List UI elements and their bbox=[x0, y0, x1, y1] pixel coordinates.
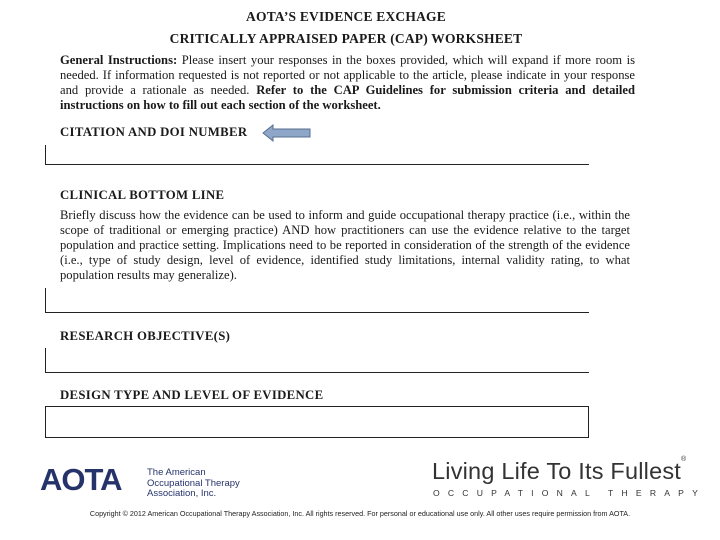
registered-mark: ® bbox=[681, 456, 687, 463]
worksheet-title-line1: AOTA’S EVIDENCE EXCHAGE bbox=[246, 9, 446, 24]
citation-input[interactable] bbox=[45, 145, 589, 165]
instructions-text: Please insert your responses in the boxes provided, which will expand if more room is needed. If information requested is not reported or not applicable to the article, please indicate in your response and provide a rationale as needed. bbox=[60, 53, 635, 97]
research-objectives-heading: RESEARCH OBJECTIVE(S) bbox=[60, 329, 231, 343]
design-type-heading: DESIGN TYPE AND LEVEL OF EVIDENCE bbox=[60, 388, 324, 402]
general-instructions bbox=[60, 53, 635, 113]
occupational-therapy-label: OCCUPATIONAL THERAPY bbox=[433, 488, 707, 498]
clinical-bottom-line-description: Briefly discuss how the evidence can be used to inform and guide occupational therapy practice (i.e., within the scope of traditional or emerging practice) AND how practitioners can use the evidence relative to the target population and practice setting. Implications need to be reported in consideration of the strength of the evidence (i.e., type of study design, level of evidence, identified study limitations, internal validity rating, to what population results may generalize). bbox=[60, 208, 630, 282]
design-type-input[interactable] bbox=[45, 406, 589, 438]
aota-logo bbox=[40, 462, 250, 504]
left-arrow-icon bbox=[262, 124, 312, 142]
worksheet-title-line2: CRITICALLY APPRAISED PAPER (CAP) WORKSHEET bbox=[169, 31, 523, 46]
research-objectives-input[interactable] bbox=[45, 348, 589, 373]
clinical-bottom-line-input[interactable] bbox=[45, 288, 589, 313]
tagline-text: Living Life To Its Fullest bbox=[432, 458, 682, 484]
citation-heading: CITATION AND DOI NUMBER bbox=[60, 125, 248, 139]
instructions-label: General Instructions: bbox=[60, 53, 178, 67]
aota-organization-name: The American Occupational Therapy Association, Inc. bbox=[147, 467, 240, 499]
clinical-bottom-line-heading: CLINICAL BOTTOM LINE bbox=[60, 188, 225, 202]
tagline bbox=[432, 458, 686, 485]
aota-wordmark: AOTA bbox=[40, 462, 122, 497]
copyright-notice: Copyright © 2012 American Occupational Therapy Association, Inc. All rights reserved. For personal or educational use only. All other uses require permission from AOTA. bbox=[89, 509, 631, 518]
instructions-bold-text: Refer to the CAP Guidelines for submission criteria and detailed instructions on how to fill out each section of the worksheet. bbox=[60, 83, 635, 112]
